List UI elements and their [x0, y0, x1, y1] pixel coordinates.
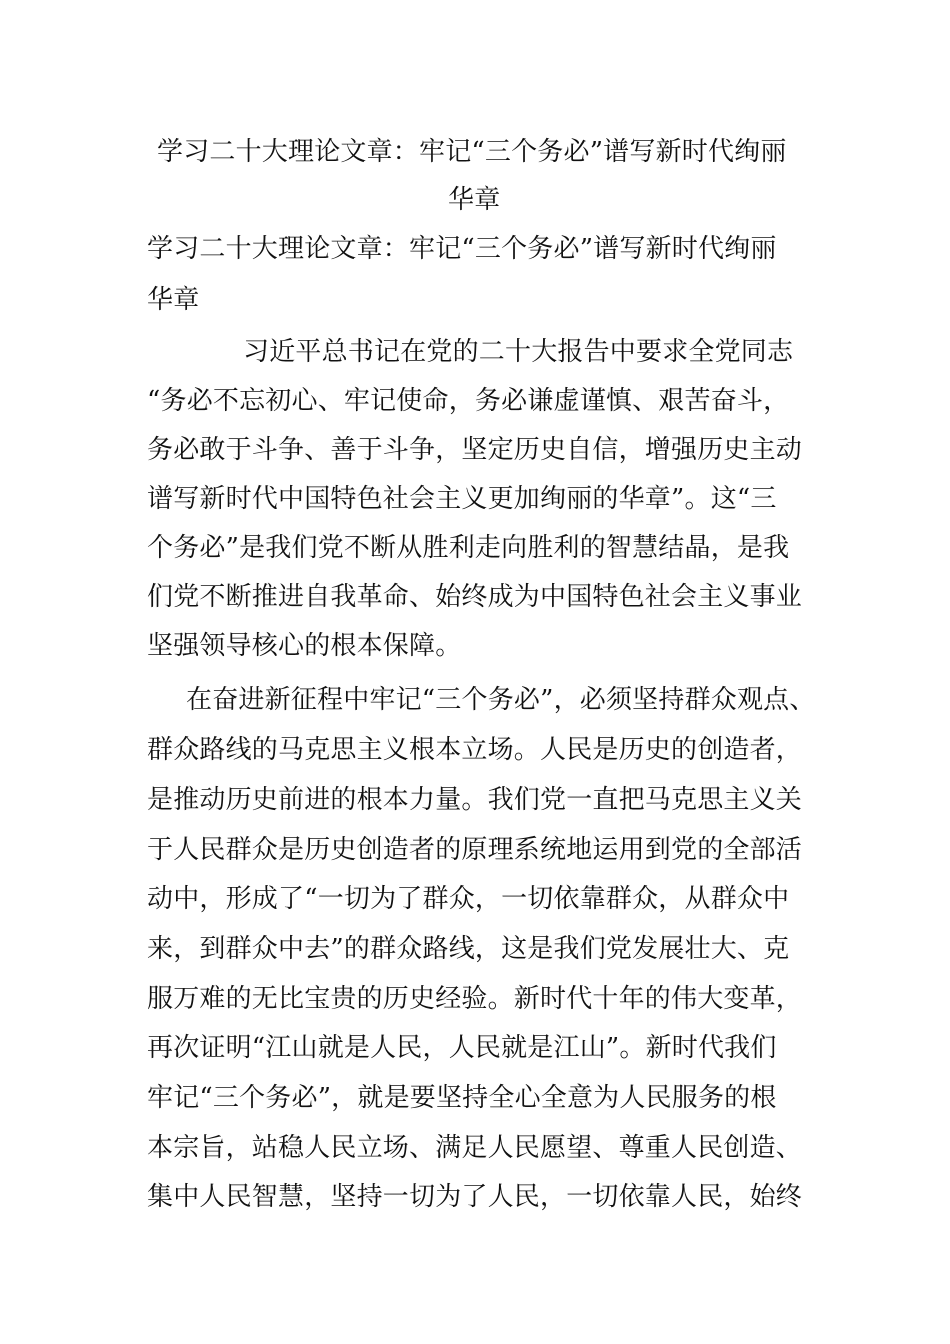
paragraph-1-line-1: 习近平总书记在党的二十大报告中要求全党同志 [243, 337, 794, 367]
paragraph-2-line-9: 牢记“三个务必”，就是要坚持全心全意为人民服务的根 [147, 1083, 777, 1113]
paragraph-1-line-5: 个务必”是我们党不断从胜利走向胜利的智慧结晶，是我 [147, 533, 790, 563]
paragraph-2-line-1: 在奋进新征程中牢记“三个务必”，必须坚持群众观点、 [186, 685, 816, 715]
paragraph-1-line-4: 谱写新时代中国特色社会主义更加绚丽的华章”。这“三 [147, 484, 777, 514]
paragraph-2-line-11: 集中人民智慧，坚持一切为了人民，一切依靠人民，始终 [147, 1182, 803, 1212]
paragraph-2-line-2: 群众路线的马克思主义根本立场。人民是历史的创造者， [147, 735, 803, 765]
paragraph-1-line-3: 务必敢于斗争、善于斗争，坚定历史自信，增强历史主动 [147, 435, 803, 465]
paragraph-2-line-8: 再次证明“江山就是人民，人民就是江山”。新时代我们 [147, 1033, 777, 1063]
document-title-line-1: 学习二十大理论文章：牢记“三个务必”谱写新时代绚丽 [157, 137, 787, 167]
paragraph-1-line-7: 坚强领导核心的根本保障。 [147, 631, 462, 661]
paragraph-1-line-6: 们党不断推进自我革命、始终成为中国特色社会主义事业 [147, 582, 803, 612]
paragraph-1-line-2: “务必不忘初心、牢记使命，务必谦虚谨慎、艰苦奋斗， [147, 386, 790, 416]
document-subtitle-line-1: 学习二十大理论文章：牢记“三个务必”谱写新时代绚丽 [147, 234, 777, 264]
paragraph-2-line-6: 来，到群众中去”的群众路线，这是我们党发展壮大、克 [147, 934, 790, 964]
paragraph-2-line-7: 服万难的无比宝贵的历史经验。新时代十年的伟大变革， [147, 984, 803, 1014]
paragraph-2-line-3: 是推动历史前进的根本力量。我们党一直把马克思主义关 [147, 785, 803, 815]
paragraph-2-line-5: 动中，形成了“一切为了群众，一切依靠群众，从群众中 [147, 884, 790, 914]
document-title-line-2: 华章 [448, 185, 501, 215]
paragraph-2-line-10: 本宗旨，站稳人民立场、满足人民愿望、尊重人民创造、 [147, 1133, 803, 1163]
document-subtitle-line-2: 华章 [147, 285, 200, 315]
paragraph-2-line-4: 于人民群众是历史创造者的原理系统地运用到党的全部活 [147, 835, 803, 865]
